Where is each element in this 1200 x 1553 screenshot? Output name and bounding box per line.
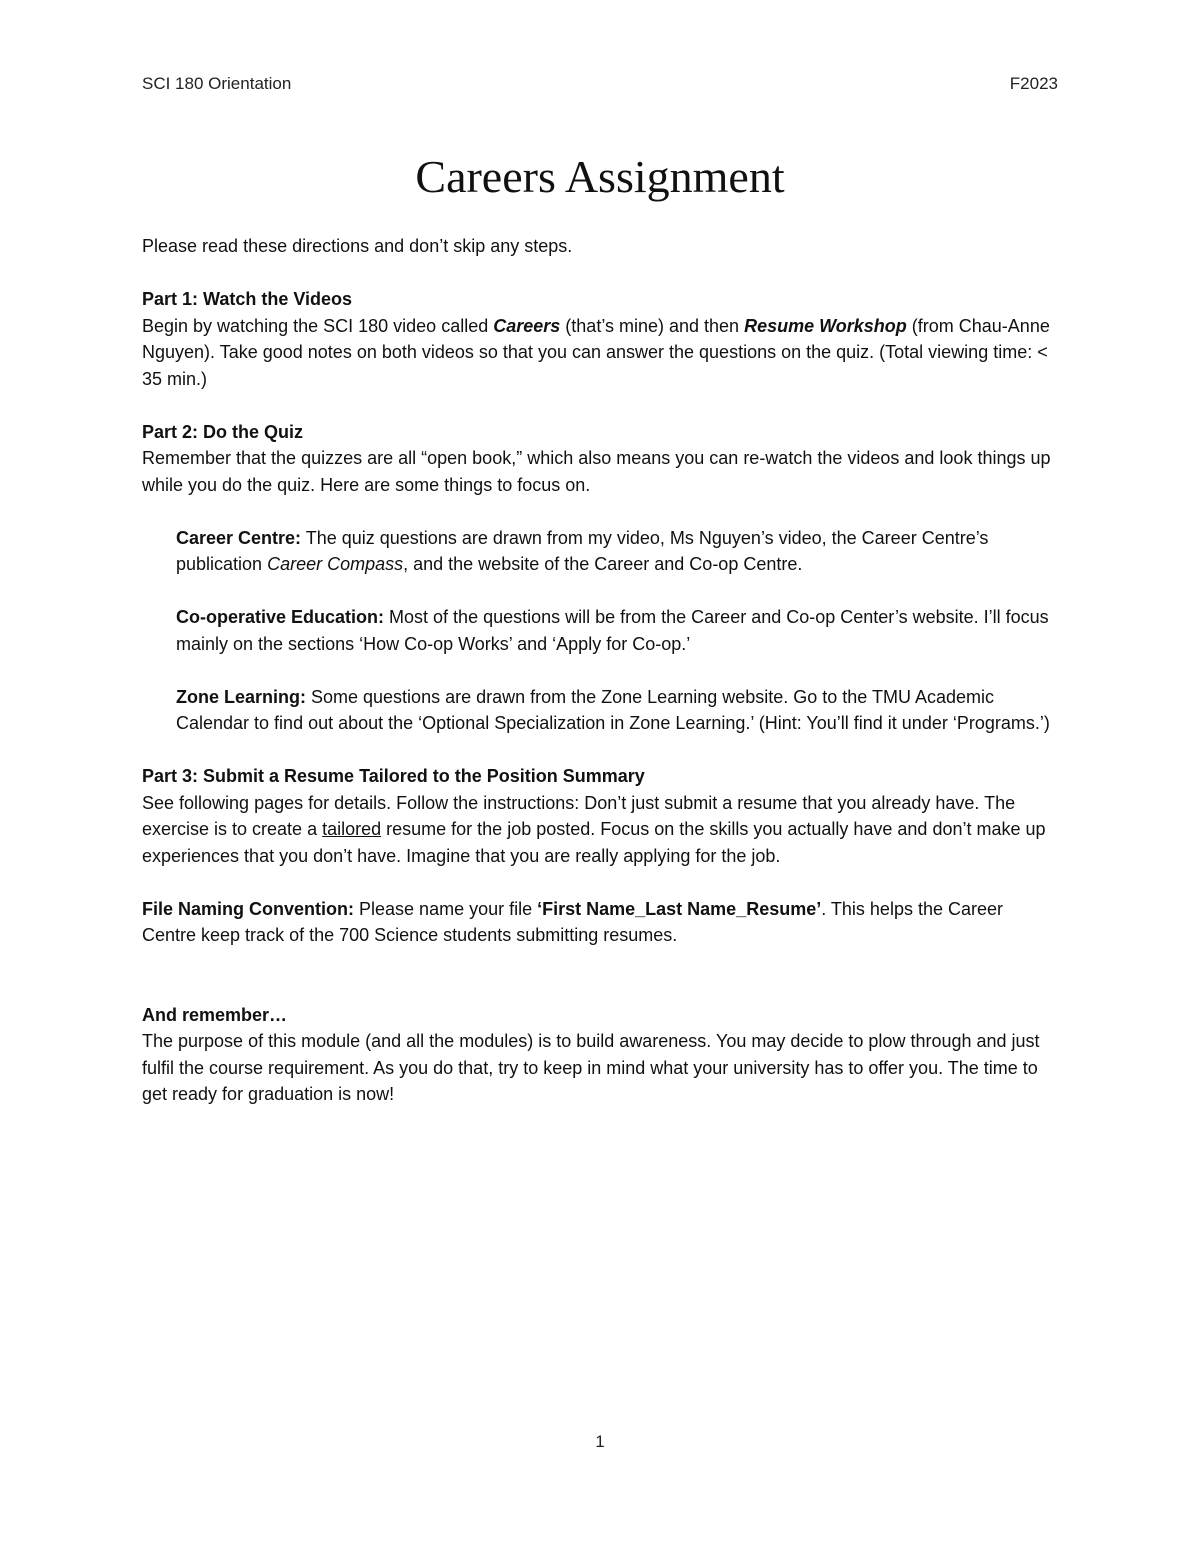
file-naming-convention: File Naming Convention: Please name your file ‘First Name_Last Name_Resume’. This helps the Career Centre keep track of the 700 Science students submitting resumes. xyxy=(142,898,1003,945)
part2-text: Remember that the quizzes are all “open book,” which also means you can re-watch the videos and look things up while you do the quiz. Here are some things to focus on. xyxy=(142,448,1051,495)
career-centre-item: Career Centre: The quiz questions are drawn from my video, Ms Nguyen’s video, the Career Centre’s publication Career Compass, and the website of the Career and Co-op Centre. xyxy=(176,527,989,574)
coop-item: Co-operative Education: Most of the questions will be from the Career and Co-op Center’s website. I’ll focus mainly on the sections ‘How Co-op Works’ and ‘Apply for Co-op.’ xyxy=(176,607,1049,654)
part3-heading: Part 3: Submit a Resume Tailored to the Position Summary xyxy=(142,766,645,786)
resume-workshop-title: Resume Workshop xyxy=(744,315,907,336)
header-course: SCI 180 Orientation xyxy=(142,74,292,93)
part3-text: See following pages for details. Follow the instructions: Don’t just submit a resume that you already have. The exercise is to create a tailored resume for the job posted. Focus on the skills you actually have and don’t make up experiences that you don’t have. Imagine that you are really applying for the job. xyxy=(142,792,1046,866)
career-compass-title: Career Compass xyxy=(267,554,404,574)
careers-video-title: Careers xyxy=(493,315,561,336)
document-body xyxy=(142,233,1062,1108)
filename-format: ‘First Name_Last Name_Resume’ xyxy=(537,898,822,919)
intro-text: Please read these directions and don’t skip any steps. xyxy=(142,236,573,256)
remember-text: The purpose of this module (and all the modules) is to build awareness. You may decide to plow through and just fulfil the course requirement. As you do that, try to keep in mind what your university has to offer you. The time to get ready for graduation is now! xyxy=(142,1031,1040,1104)
header-term: F2023 xyxy=(1009,74,1058,93)
zone-learning-item: Zone Learning: Some questions are drawn from the Zone Learning website. Go to the TMU Academic Calendar to find out about the ‘Optional Specialization in Zone Learning.’ (Hint: You’ll find it under ‘Programs.’) xyxy=(176,686,1050,733)
part2-heading: Part 2: Do the Quiz xyxy=(142,421,304,442)
page-header xyxy=(142,74,1058,98)
remember-heading: And remember… xyxy=(142,1004,288,1025)
page-number: 1 xyxy=(595,1432,605,1451)
part1-heading: Part 1: Watch the Videos xyxy=(142,289,353,309)
page-title: Careers Assignment xyxy=(415,151,785,202)
tailored-word: tailored xyxy=(322,819,382,839)
part1-text: Begin by watching the SCI 180 video called Careers (that’s mine) and then Resume Workshop (from Chau-Anne Nguyen). Take good notes on both videos so that you can answer the questions on the quiz. (Total viewing time: < 35 min.) xyxy=(142,315,1050,389)
